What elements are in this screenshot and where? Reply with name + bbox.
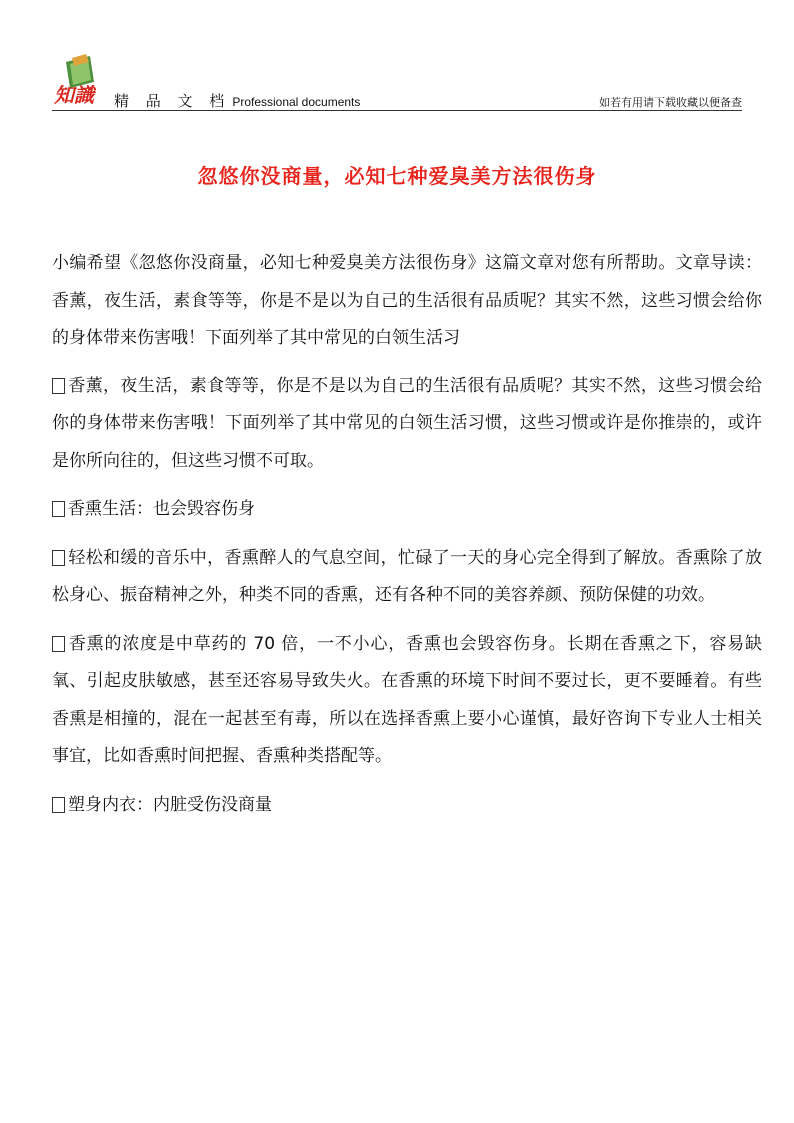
paragraph xyxy=(52,540,762,615)
paragraph-text: 香薰，夜生活，素食等等，你是不是以为自己的生活很有品质呢？其实不然，这些习惯会给你的身体带来伤害哦！下面列举了其中常见的白领生活习惯，这些习惯或许是你推崇的，或许是你所向往的，但这些习惯不可取。 xyxy=(52,375,762,471)
header-note: 如若有用请下载收藏以便备查 xyxy=(599,96,742,109)
paragraph xyxy=(52,626,762,776)
paragraph xyxy=(52,368,762,481)
header-divider xyxy=(52,110,742,111)
missing-glyph-box-icon xyxy=(52,797,65,813)
missing-glyph-box-icon xyxy=(52,550,65,566)
paragraph-text: 轻松和缓的音乐中，香熏醉人的气息空间，忙碌了一天的身心完全得到了解放。香熏除了放松身心、振奋精神之外，种类不同的香熏，还有各种不同的美容养颜、预防保健的功效。 xyxy=(52,547,762,605)
paragraph xyxy=(52,245,762,358)
page-header xyxy=(52,52,742,112)
svg-text:知識: 知識 xyxy=(54,83,94,107)
document-title: 忽悠你没商量，必知七种爱臭美方法很伤身 xyxy=(197,164,597,188)
brand-cn: 精 品 文 档 xyxy=(114,92,231,110)
missing-glyph-box-icon xyxy=(52,378,65,394)
brand-en: Professional documents xyxy=(232,95,361,109)
document-body xyxy=(52,245,762,835)
missing-glyph-box-icon xyxy=(52,636,65,652)
paragraph-text: 塑身内衣：内脏受伤没商量 xyxy=(68,794,272,815)
paragraph xyxy=(52,787,762,825)
missing-glyph-box-icon xyxy=(52,501,65,517)
paragraph xyxy=(52,491,762,529)
paragraph-text: 小编希望《忽悠你没商量，必知七种爱臭美方法很伤身》这篇文章对您有所帮助。文章导读：香薰，夜生活，素食等等，你是不是以为自己的生活很有品质呢？其实不然，这些习惯会给你的身体带来伤害哦！下面列举了其中常见的白领生活习 xyxy=(52,253,762,348)
brand-line xyxy=(114,90,360,111)
paragraph-text: 香熏生活：也会毁容伤身 xyxy=(68,499,255,519)
book-logo-icon xyxy=(52,52,112,108)
paragraph-text: 香熏的浓度是中草药的 70 倍，一不小心，香熏也会毁容伤身。长期在香熏之下，容易缺氧、引起皮肤敏感，甚至还容易导致失火。在香熏的环境下时间不要过长，更不要睡着。有些香熏是相撞的，混在一起甚至有毒，所以在选择香熏上要小心谨慎，最好咨询下专业人士相关事宜，比如香熏时间把握、香熏种类搭配等。 xyxy=(52,633,762,766)
